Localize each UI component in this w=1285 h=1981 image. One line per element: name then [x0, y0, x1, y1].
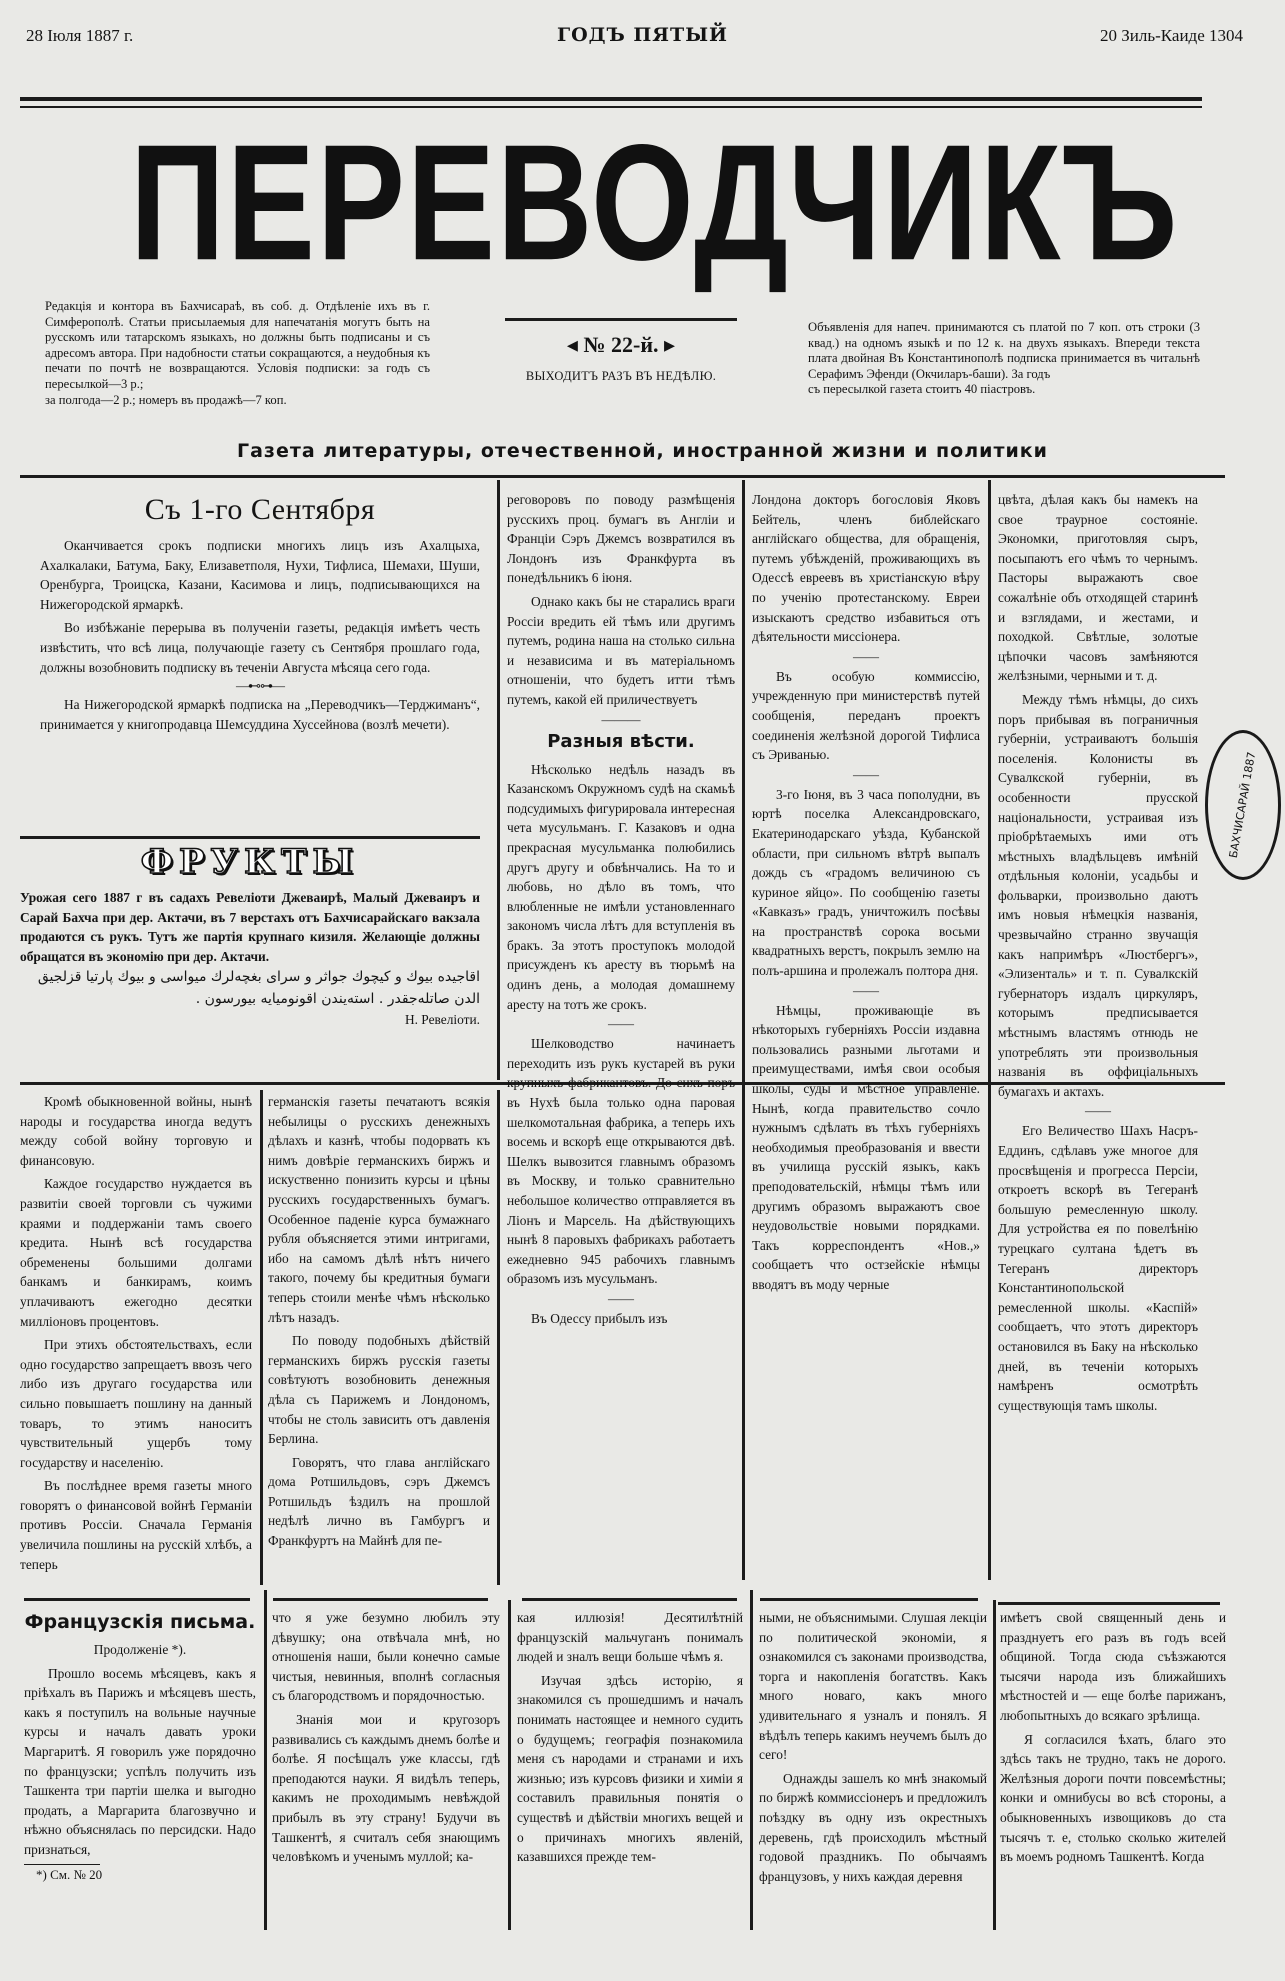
- subscription-notice: Съ 1-го Сентября Оканчивается срокъ подписки многихъ лицъ изъ Ахалцыха, Ахалкалаки, Батума, Баку, Елизаветполя, Нухи, Тифлиса, Шемахи, Шуши, Оренбурга, Троицска, Казани, Касимова и лицъ, подписывающихся на Нижегородской ярмаркѣ. Во избѣжаніе перерыва въ полученіи газеты, редакція имѣетъ честь извѣстить, что всѣ лица, получающіе газету съ Сентября прошлаго года, должны возобновить подписку въ теченіи Августа мѣсяца сего года. —⊷⊶— На Нижегородской ярмаркѣ подписка на „Переводчикъ—Терджиманъ“, принимается у книгопродавца Шемсуддина Хуссейнова (возлѣ мечети).: [40, 493, 480, 732]
- finance-article-col-2: германскія газеты печатаютъ всякія небылицы о русскихъ денежныхъ дѣлахъ и казнѣ, чтобы подорвать къ нимъ довѣріе германскихъ биржъ и искуственно понизить курсы и цѣны русскихъ государственныхъ бумагъ. Особенное паденіе курса бумажнаго рубля объясняется этими интригами, ибо на самомъ дѣлѣ нѣтъ ничего такого, почему бы кредитныя бумаги теперь стоили менѣе чѣмъ нѣсколько лѣтъ назадъ. По поводу подобныхъ дѣйствій германскихъ биржъ русскія газеты совѣтуютъ возобновить денежныя дѣла съ Парижемъ и Лондономъ, чтобы не столь зависить отъ давленія Берлина. Говорятъ, что глава англійскаго дома Ротшильдовъ, сэръ Джемсъ Ротшильдъ ѣздилъ на прошлой недѣлѣ лично въ Гамбургъ и Франкфуртъ на Майнѣ для пе-: [268, 1094, 490, 1549]
- column-rule: [264, 1590, 267, 1930]
- section-title-news: Разныя вѣсти.: [547, 730, 695, 752]
- divider: ———: [601, 711, 641, 727]
- signature: Н. Ревеліоти.: [404, 1012, 480, 1028]
- column-rule: [497, 480, 500, 1080]
- column-2-top: реговоровъ по поводу размѣщенія русскихъ проц. бумагъ въ Англіи и Франціи Сэръ Джемсъ возвратился въ Лондонъ изъ Франкфурта въ понедѣльникъ 6 іюня. Однако какъ бы не старались враги Россіи вредить ей тѣмъ или другимъ путемъ, родина наша на столько сильна и независима и въ матеріальномъ отношеніи, что будетъ итти тѣмъ путемъ, какой ей приличествуетъ ——— Разныя вѣсти. Нѣсколько недѣль назадъ въ Казанскомъ Окружномъ судѣ на скамьѣ подсудимыхъ фигурировала интересная чета мусульманъ. Г. Казаковъ и одна прекрасная мусульманка полюбились другъ другу и обвѣнчались. На то и любовь, но дѣло въ томъ, что влюбленные не имѣли установленнаго закономъ числа лѣтъ для вступленія въ бракъ. За этотъ проступокъ молодой присужденъ къ аресту въ тюрьмѣ на одинъ день, а молодая домашнему аресту на тотъ же срокъ. —— Шелководство начинаетъ переходить изъ рукъ кустарей въ руки крупныхъ фабрикантовъ. До сихъ поръ въ Нухѣ была только одна паровая шелкомотальная фабрика, а теперь ихъ восемь и вскорѣ еще открываются двѣ. Шелкъ вывозится главнымъ образомъ въ Москву, и только сравнительно небольшое количество отправляется въ Ліонъ и Марсель. На дѣйствующихъ нынѣ 8 паровыхъ фабрикахъ работаетъ ежедневно 945 рабочихъ главнымъ образомъ изъ мусульманъ. —— Въ Одессу прибылъ изъ: [507, 492, 735, 1326]
- notice-title: Съ 1-го Сентября: [144, 493, 376, 526]
- year-label: ГОДЪ ПЯТЫЙ: [557, 24, 728, 46]
- column-rule: [508, 1600, 511, 1930]
- arrow-left-icon: ◂: [566, 332, 578, 357]
- divider: ——: [853, 648, 879, 664]
- section-rule: [760, 1598, 978, 1601]
- fruit-text-block: Урожая сего 1887 г въ садахъ Ревеліоти Джеваирѣ, Малый Джеваиръ и Сарай Бахча при дер. Актачи, въ 7 верстахъ отъ Бахчисарайскаго вакзала продаются съ рукъ. Тутъ же партія крупнаго кизиля. Желающіе должны обращатся въ экономію при дер. Актачи. اقاجيده بيوك و كيچوك جواثر و سراى بغچه‌لرك ميواسى و بيوك پارتيا قزلجيق الدن صاتلەجقدر . استەيندن اقونوميايه بيورسون . Н. Ревеліоти.: [20, 888, 480, 1030]
- finance-article-col-1: Кромѣ обыкновенной войны, нынѣ народы и государства иногда ведутъ между собой войну торговую и финансовую. Каждое государство нуждается въ развитіи своей торговли съ чужими краями и поддержаніи тамъ своего кредита. Нынѣ всѣ государства обременены большими долгами банкамъ и банкирамъ, коимъ уплачиваютъ ежегодно десятки милліоновъ процентовъ. При этихъ обстоятельствахъ, если одно государство запрещаетъ ввозъ чего либо изъ другаго государства или сильно повышаетъ пошлину на данный товаръ, то этимъ наноситъ чувствительный ущербъ тому государству и населенію. Въ послѣднее время газеты много говорятъ о финансовой войнѣ Германіи противъ Россіи. Сначала Германія увеличила пошлины на русскій хлѣбъ, а теперь: [20, 1094, 252, 1572]
- arabic-text: اقاجيده بيوك و كيچوك جواثر و سراى بغچه‌لرك ميواسى و بيوك پارتيا قزلجيق الدن صاتلەجقدر . استەيندن اقونوميايه بيورسون .: [37, 969, 480, 1008]
- letters-col-4: ными, не объяснимыми. Слушая лекціи по политической экономіи, я ознакомился съ законами производства, торга и накопленія богатствъ. Какъ много новаго, какъ много удивительнаго я узналъ и понялъ. Я вѣдѣлъ теперь какимъ неучемъ былъ до сего! Однажды зашелъ ко мнѣ знакомый по биржѣ коммиссіонеръ и предложилъ поѣздку въ одну изъ окрестныхъ деревень, гдѣ происходилъ мѣстный годовой праздникъ. По обычаямъ французовъ, у нихъ каждая деревня: [759, 1610, 987, 1884]
- divider: ——: [853, 982, 879, 998]
- section-rule: [24, 1598, 250, 1601]
- column-4-top: цвѣта, дѣлая какъ бы намекъ на свое траурное состояніе. Экономки, приготовляя сыръ, посыпаютъ его чѣмъ то чернымъ. Пасторы выражаютъ свое сожалѣніе объ отходящей старинѣ и взглядами, и жестами, и походкой. Свѣтлые, золотые цѣпочки часовъ замѣняются желѣзными, черными и т. д. Между тѣмъ нѣмцы, до сихъ поръ прибывая въ пограничныя губерніи, устраиваютъ большія поселенія. Колонисты въ Сувалкской губерніи, въ особенности прусской національности, устраивая изъ пріобрѣтаемыхъ ими отъ мѣстныхъ владѣльцевъ имѣній отдѣльныя колоніи, усадьбы и фольварки, произвольно даютъ имъ новыя нѣмецкія названія, чрезвычайно странно звучащія какъ напримѣръ «Люстбергъ», «Элизенталь» и т. п. Сувалкскій губернаторъ издалъ циркуляръ, которымъ предписывается мѣстнымъ властямъ отнюдь не употреблять эти произвольныя названія въ оффиціальныхъ бумагахъ и актахъ. —— Его Величество Шахъ Насръ-Еддинъ, сдѣлавъ уже многое для просвѣщенія и прогресса Персіи, откроетъ вскорѣ въ Тегеранѣ большую ремесленную школу. Для устройства ея по повелѣнію турецкаго султана ѣдетъ въ Тегеранъ директоръ Константинопольской ремесленной школы. «Каспій» сообщаетъ, что этотъ директоръ остановился въ Баку на нѣсколько дней, въ теченіи которыхъ намѣренъ осмотрѣть существующія тамъ школы.: [998, 492, 1198, 1413]
- letters-subtitle: Продолженіе *).: [93, 1642, 187, 1657]
- section-rule: [20, 836, 480, 839]
- fruit-advertisement: [20, 842, 480, 882]
- column-rule: [750, 1590, 753, 1930]
- editorial-info: Редакція и контора въ Бахчисараѣ, въ соб. д. Отдѣленіе ихъ въ г. Симферополѣ. Статьи присылаемыя для напечатанія могутъ быть на русскомъ или татарскомъ языкахъ, но должны быть подписаны и съ адресомъ автора. При надобности статьи сокращаются, а неудобныя къ печати по почтѣ не возвращаются. Условія подписки: за годъ съ пересылкой—3 р.; за полгода—2 р.; номеръ въ продажѣ—7 коп.: [45, 299, 430, 407]
- hijri-date: 20 Зиль-Каиде 1304: [1100, 26, 1243, 45]
- section-rule: [522, 1598, 737, 1601]
- issue-date: 28 Іюля 1887 г.: [26, 26, 134, 45]
- fruit-title: ФРУКТЫ: [140, 842, 360, 882]
- letters-col-1: Французскія письма. Продолженіе *). Прошло восемь мѣсяцевъ, какъ я пріѣхалъ въ Парижъ и мѣсяцевъ шесть, какъ я поступилъ на вольные научные курсы и началъ давать уроки Маргаритѣ. Я говорилъ уже порядочно по французски; успѣлъ получить изъ Ташкента три партіи шелка и выгодно продать, а Маргарита благозвучно и нѣжно объяснялась по персидски. Надо признаться, *) См. № 20: [24, 1608, 256, 1884]
- issue-box-rule: [505, 318, 737, 321]
- column-rule: [260, 1090, 263, 1585]
- section-rule: [273, 1598, 488, 1601]
- divider: ——: [608, 1016, 634, 1032]
- footnote: *) См. № 20: [36, 1866, 103, 1882]
- column-rule: [993, 1600, 996, 1930]
- letters-col-3: кая иллюзія! Десятилѣтній французскій мальчуганъ понималъ людей и зналъ вещи больше чѣмъ я. Изучая здѣсь исторію, я знакомился съ прошедшимъ и началъ понимать настоящее и немного судить о будущемъ; географія познакомила меня съ народами и странами и ихъ жизнью; изъ курсовъ физики и химіи я составилъ правильныя понятія о существѣ и дѣйствіи многихъ вещей и о причинахъ многихъ явленій, казавшихся прежде тем-: [517, 1610, 743, 1865]
- divider: ——: [853, 766, 879, 782]
- frequency: ВЫХОДИТЪ РАЗЪ ВЪ НЕДѢЛЮ.: [525, 369, 717, 383]
- column-rule: [742, 480, 745, 1580]
- divider: ——: [608, 1290, 634, 1306]
- column-3-top: Лондона докторъ богословія Яковъ Бейтель, членъ библейскаго англійскаго общества, для обращенія, путемъ убѣжденій, проживающихъ въ Одессѣ евреевъ въ христіанскую вѣру по ученію протестанскому. Евреи изыскаютъ средство избавиться отъ дѣятельности миссіонера. —— Въ особую коммиссію, учрежденную при министерствѣ путей сообщенія, переданъ проектъ соединенія желѣзной дорогой Тифлиса съ Эриванью. —— 3-го Іюня, въ 3 часа пополудни, въ юртѣ поселка Александровскаго, Екатеринодарскаго уѣзда, Кубанской области, при сильномъ вѣтрѣ выпалъ дождь съ «градомъ величиною съ куриное яйцо». По сообщенію газеты «Кавказъ» градъ, уничтожилъ посѣвы на пространствѣ сорока восьми квадратныхъ верстъ, покрылъ землю на полъ-аршина и пролежалъ полтора дня. —— Нѣмцы, проживающіе въ нѣкоторыхъ губерніяхъ Россіи издавна пользовались разными льготами и преимуществами, имѣя свои особыя школы, суды и мѣстное управленіе. Нынѣ, когда правительство сочло нужнымъ сдѣлать въ тѣхъ губерніяхъ необходимыя преобразованія и ввести въ училища русскій языкъ, какъ преподовательскій, нѣмцы тѣмъ или другимъ образомъ выражаютъ свое неудовольствіе новыми порядками. Такъ корреспондентъ «Нов.,» сообщаетъ что остзейскіе нѣмцы вводятъ въ моду черные: [752, 492, 980, 1292]
- ornament-divider: —⊷⊶—: [236, 678, 284, 694]
- masthead-title: ПЕРЕВОДЧИКЪ: [130, 110, 1180, 295]
- column-rule: [497, 1090, 500, 1585]
- divider: ——: [1085, 1103, 1111, 1119]
- column-rule: [988, 480, 991, 1580]
- letters-col-5: имѣетъ свой священный день и празднуетъ его разъ въ годъ всей общиной. Тогда сюда съѣзжаются тысячи народа изъ ближайшихъ мѣстностей и — еще болѣе парижанъ, любопытныхъ до всякаго зрѣлища. Я согласился ѣхать, благо это здѣсь такъ не трудно, такъ не дорого. Желѣзныя дороги почти повсемѣстны; конки и омнибусы во всѣ стороны, а обыкновенныхъ извощиковъ до ста тысячъ т. е, столько сколько жителей въ моемъ родномъ Ташкентѣ. Когда: [1000, 1610, 1226, 1865]
- letters-col-2: что я уже безумно любилъ эту дѣвушку; она отвѣчала мнѣ, но отношенія наши, были конечно самые чистыя, невинныя, вполнѣ согласныя съ благородствомъ и порядочностью. Знанія мои и кругозоръ развивались съ каждымъ днемъ болѣе и болѣе. Я посѣщалъ уже классы, гдѣ преподаются науки. Я видѣлъ теперь, какимъ не проходимымъ невѣждой прибылъ въ эту страну! Будучи въ Ташкентѣ, я считалъ себя знающимъ человѣкомъ и ученымъ муллой; ка-: [272, 1610, 500, 1865]
- section-rule: [998, 1602, 1220, 1605]
- letters-title: Французскія письма.: [24, 1611, 256, 1633]
- ads-info: Объявленія для напеч. принимаются съ платой по 7 коп. отъ строки (3 квад.) на одномъ языкѣ и по 12 к. на двухъ языкахъ. Впереди текста плата двойная Въ Константинополѣ подписка принимается въ читальнѣ Серафимъ Эфенди (Окчиларъ-баши). За годъ съ пересылкой газета стоитъ 40 піастровъ.: [808, 320, 1200, 397]
- arrow-right-icon: ▸: [664, 332, 676, 357]
- newspaper-subtitle: Газета литературы, отечественной, иностранной жизни и политики: [237, 440, 1048, 462]
- postal-stamp-icon: БАХЧИСАРАЙ 1887: [1205, 730, 1281, 880]
- issue-number: ◂ № 22-й. ▸: [566, 332, 676, 357]
- subtitle-rule: [20, 475, 1225, 478]
